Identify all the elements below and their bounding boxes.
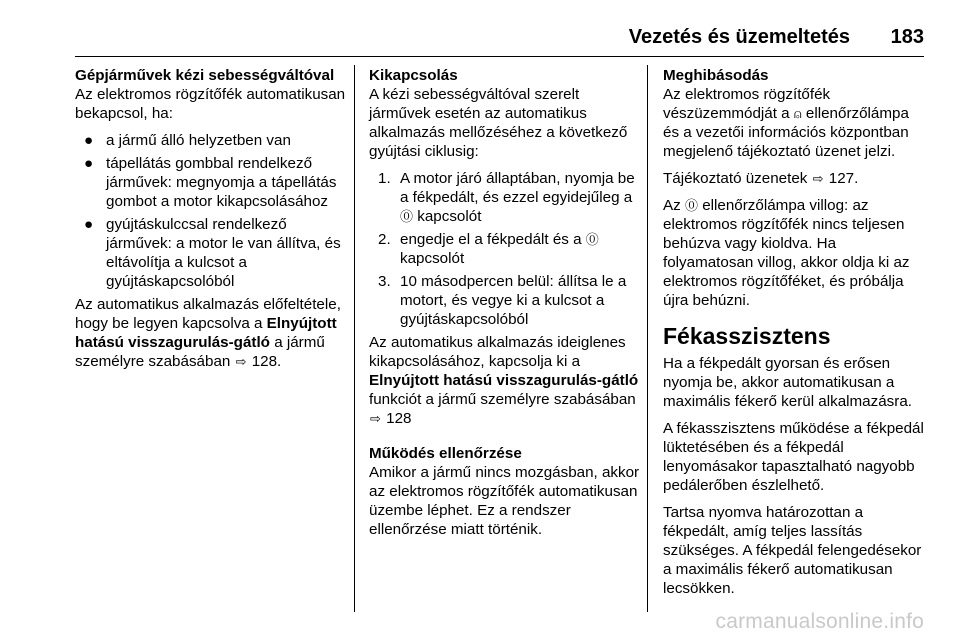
list-item: ● gyújtáskulccsal rendelkező járművek: a motor le van állítva, és eltávolítja a kulcsot a gyújtáskapcsolóból [84,216,341,290]
parking-brake-switch-icon: ⓪ [585,232,599,247]
list-item: ● a jármű álló helyzetben van [84,132,291,149]
brake-assist-title: Fékasszisztens [663,323,831,349]
watermark: carmanualsonline.info [715,610,924,633]
column-3 [663,66,929,606]
column-2 [369,66,641,547]
page-reference-arrow-icon: ⇨ [370,411,381,426]
fault-heading: Meghibásodás [663,67,769,84]
flashing-lamp-paragraph: Az ⓪ ellenőrzőlámpa villog: az elektromos rögzítőfék nincs teljesen behúzva vagy kioldva. Ha folyamatosan villog, akkor oldja ki az elektromos rögzítőféket, és próbálja újra behúzni. [663,197,910,309]
page-number: 183 [890,26,924,48]
deactivation-intro: A kézi sebességváltóval szerelt járművek esetén az automatikus alkalmazás mellőzéséhez a következő gyújtási ciklusig: [369,86,628,160]
page-reference[interactable]: 128. [251,353,282,370]
brake-assist-paragraph-2: A fékasszisztens működése a fékpedál lüktetésében és a fékpedál lenyomásakor tapasztalható nagyobb pedálerőben észlelhető. [663,420,924,494]
temporary-deactivation-paragraph: Az automatikus alkalmazás ideiglenes kikapcsolásához, kapcsolja ki a Elnyújtott hatású visszagurulás-gátló funkciót a jármű személyre szabásában ⇨ 128 [369,334,639,427]
bullet-icon: ● [84,132,94,149]
column-divider-1 [354,65,355,612]
brake-assist-paragraph-3: Tartsa nyomva határozottan a fékpedált, amíg teljes lassítás szükséges. A fékpedál felengedésekor a maximális fékerő automatikusan lecsökken. [663,504,922,597]
intro-paragraph: Az elektromos rögzítőfék automatikusan bekapcsol, ha: [75,86,346,122]
manual-transmission-heading: Gépjárművek kézi sebességváltóval [75,67,335,84]
function-check-heading: Működés ellenőrzése [369,445,522,462]
header-divider [75,56,924,57]
list-item: ● tápellátás gombbal rendelkező járművek: megnyomja a tápellátás gombot a motor kikapcsolásához [84,155,337,210]
page-reference[interactable]: 128 [386,410,412,427]
deactivation-steps [369,169,641,329]
deactivation-heading: Kikapcsolás [369,67,458,84]
bullet-icon: ● [84,216,94,233]
prerequisite-paragraph: Az automatikus alkalmazás előfeltétele, hogy be legyen kapcsolva a Elnyújtott hatású visszagurulás-gátló a jármű személyre szabásában ⇨ 128. [75,296,341,370]
function-check-paragraph: Amikor a jármű nincs mozgásban, akkor az elektromos rögzítőfék automatikusan üzembe léphet. Ez a rendszer ellenőrzése miatt történik. [369,464,640,538]
info-messages-paragraph: Tájékoztató üzenetek ⇨ 127. [663,170,859,187]
page-reference-arrow-icon: ⇨ [235,354,247,369]
bullet-icon: ● [84,155,94,172]
parking-brake-switch-icon: ⓪ [400,209,414,224]
page-reference[interactable]: 127. [828,170,859,187]
brake-assist-paragraph-1: Ha a fékpedált gyorsan és erősen nyomja be, akkor automatikusan a maximális fékerő kerül alkalmazásra. [663,355,912,410]
column-1 [75,66,347,379]
list-item: 2. engedje el a fékpedált és a ⓪ kapcsolót [378,231,599,267]
parking-brake-lamp-icon: ⓪ [684,198,698,213]
fault-warning-lamp-icon: ⍝ [793,106,802,121]
list-item: 1. A motor járó állaptában, nyomja be a fékpedált, és ezzel egyidejűleg a ⓪ kapcsolót [378,170,635,225]
fault-paragraph: Az elektromos rögzítőfék vészüzemmódját a ⍝ ellenőrzőlámpa és a vezetői információs központban megjelenő tájékoztató üzenet jelzi. [663,86,909,160]
page-reference-arrow-icon: ⇨ [812,171,824,186]
list-item: 3. 10 másodpercen belül: állítsa le a motort, és vegye ki a kulcsot a gyújtáskapcsolóból [378,273,627,328]
conditions-list [75,131,347,291]
column-divider-2 [647,65,648,612]
page-title: Vezetés és üzemeltetés [628,26,850,48]
page-header [0,0,960,58]
